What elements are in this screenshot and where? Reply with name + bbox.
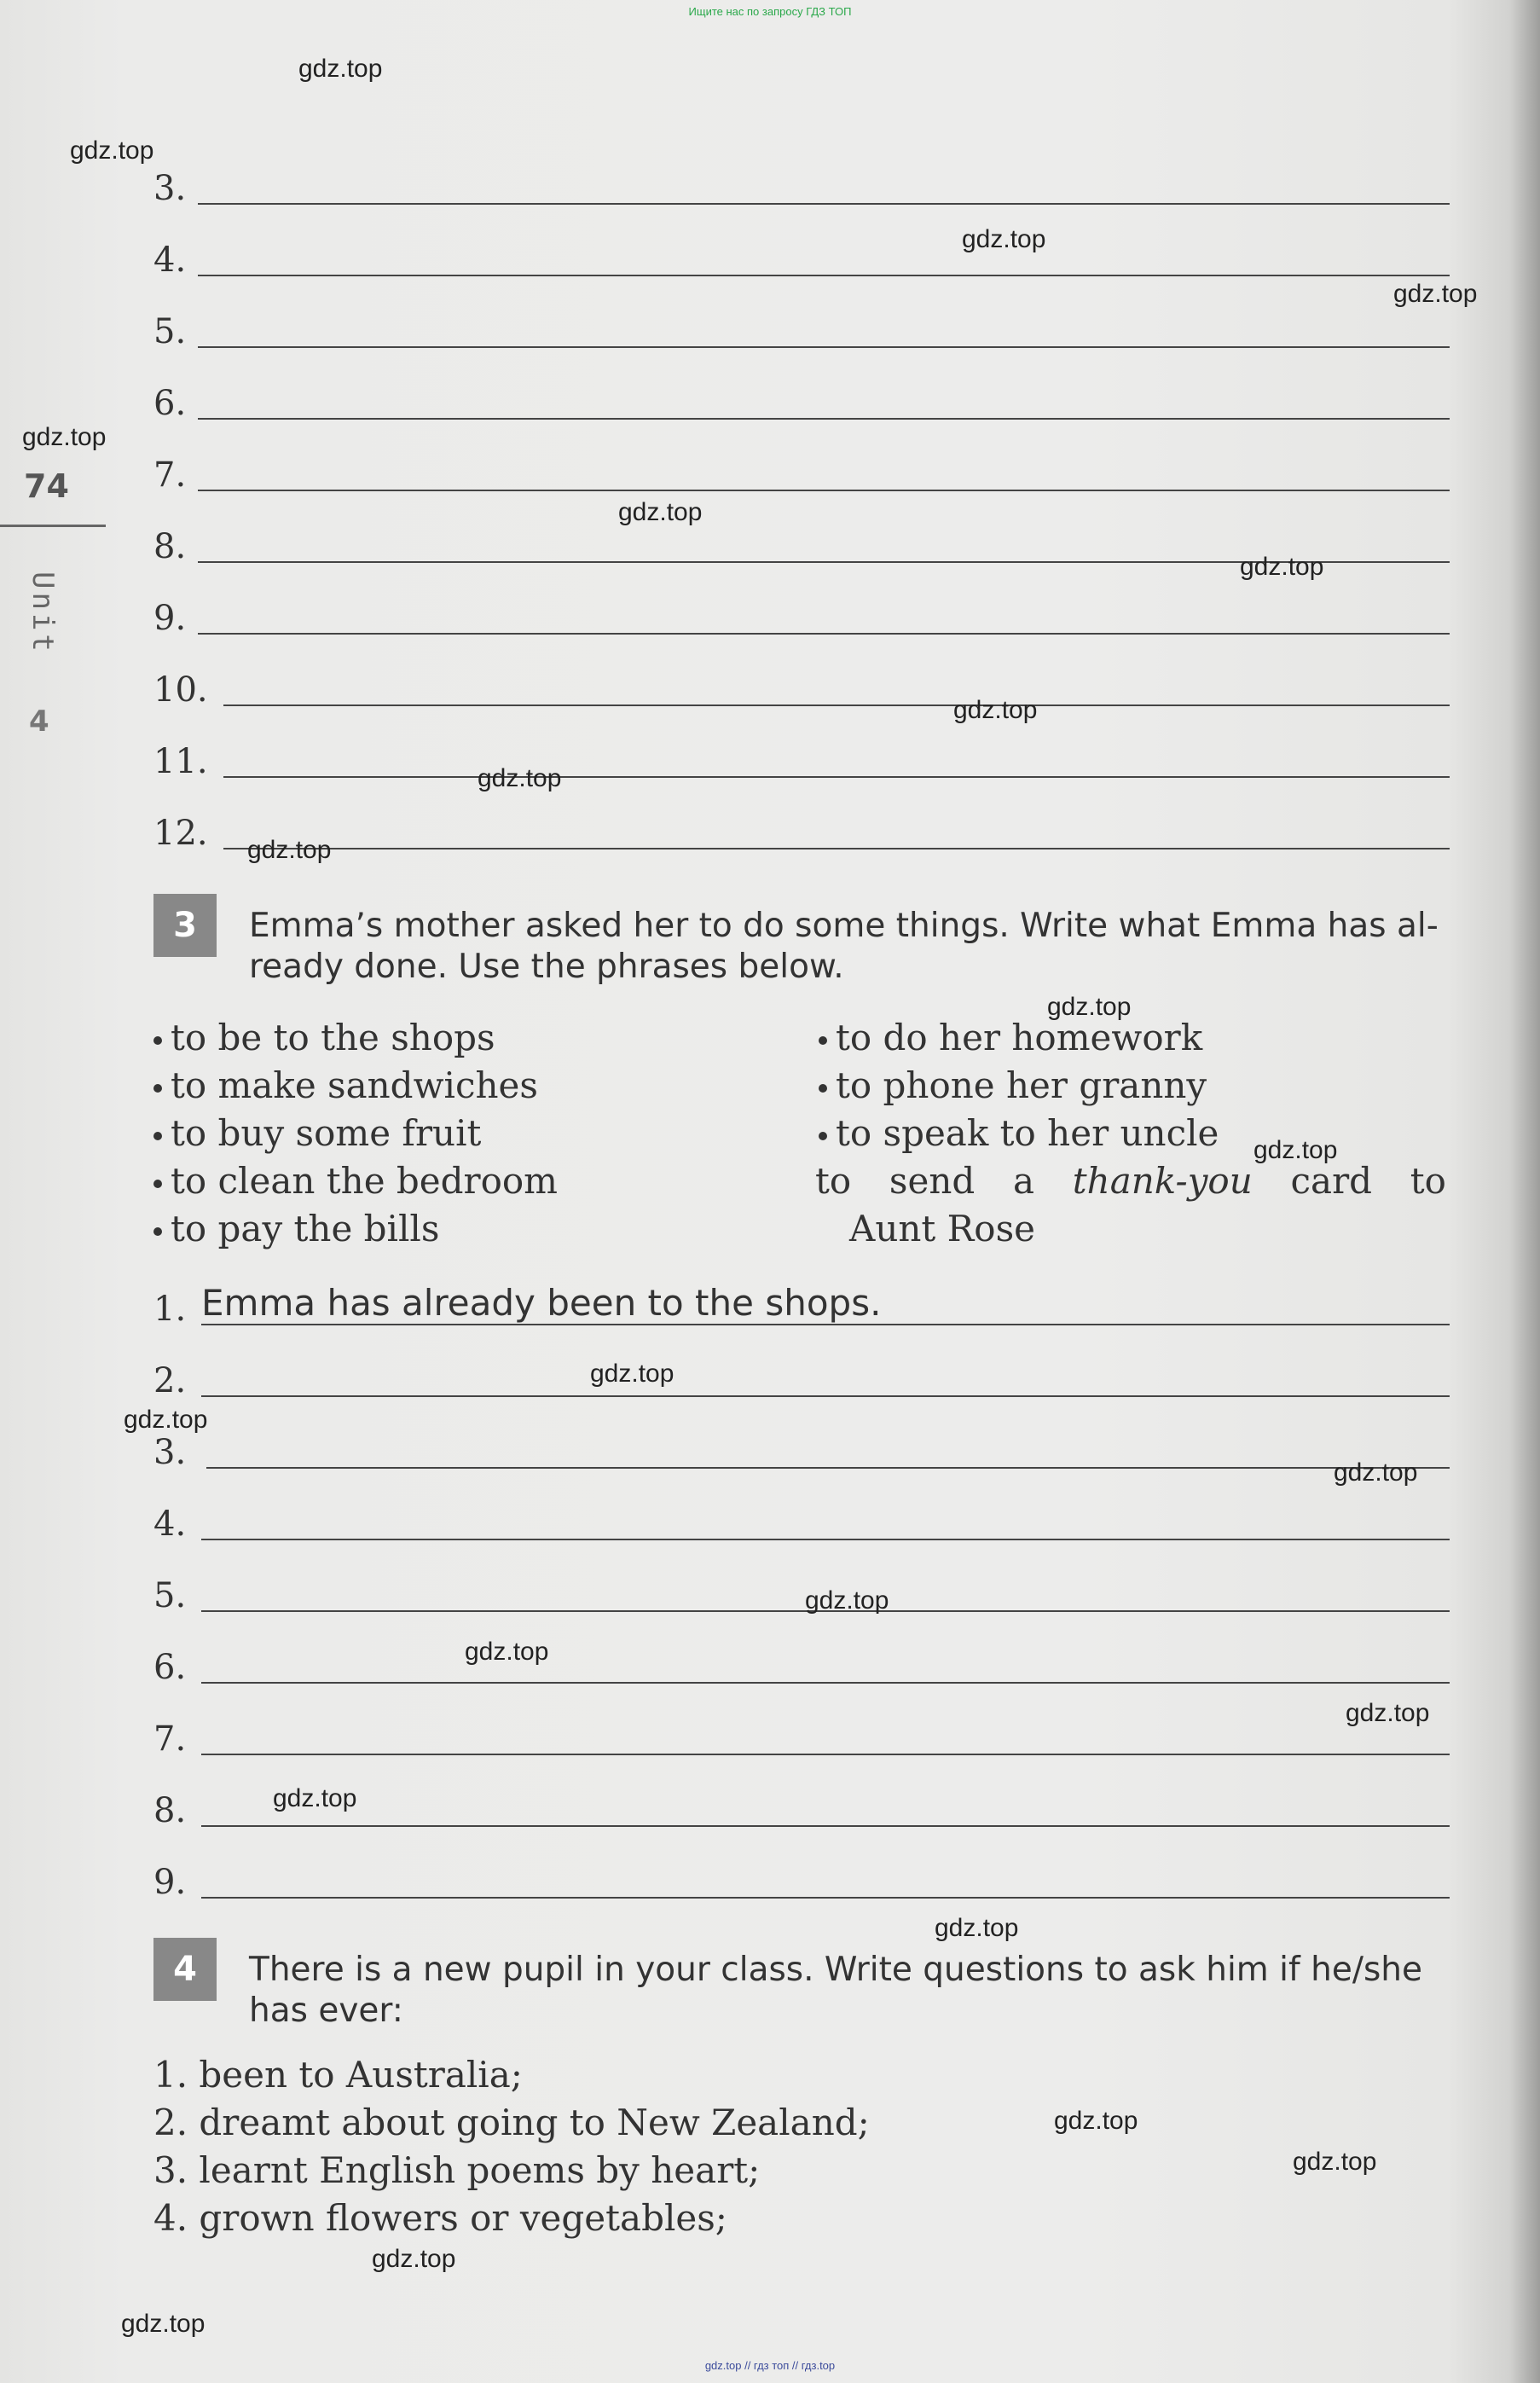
task-3-instruction	[249, 906, 1451, 988]
watermark[interactable]: gdz.top	[1054, 2107, 1138, 2135]
line-number: 6.	[153, 1648, 187, 1687]
watermark[interactable]: gdz.top	[1393, 280, 1478, 308]
line-number: 3.	[153, 169, 187, 208]
writing-line	[223, 848, 1450, 849]
phrase-item	[819, 1017, 1202, 1058]
watermark[interactable]: gdz.top	[465, 1638, 549, 1666]
line-number: 7.	[153, 455, 187, 495]
watermark[interactable]: gdz.top	[1334, 1458, 1418, 1487]
task-4-badge: 4	[153, 1938, 217, 2001]
answer-line[interactable]	[153, 812, 1450, 856]
writing-line	[206, 1467, 1450, 1469]
line-number: 11.	[153, 742, 208, 781]
answer-line[interactable]	[153, 1861, 1450, 1905]
watermark[interactable]: gdz.top	[478, 764, 562, 792]
phrase-item	[153, 1160, 558, 1202]
watermark[interactable]: gdz.top	[1346, 1699, 1430, 1727]
line-number: 4.	[153, 1505, 187, 1544]
watermark[interactable]: gdz.top	[247, 836, 332, 864]
line-number: 2.	[153, 1361, 187, 1400]
bullet-icon	[819, 1132, 827, 1140]
writing-line	[201, 1897, 1450, 1899]
line-number: 4.	[153, 241, 187, 280]
bottom-banner: gdz.top // гдз топ // гдз.top	[704, 2359, 836, 2372]
answer-line[interactable]	[153, 1431, 1450, 1476]
watermark[interactable]: gdz.top	[1240, 553, 1324, 581]
answer-line[interactable]	[153, 1574, 1450, 1619]
bullet-icon	[153, 1227, 162, 1236]
writing-line	[201, 1682, 1450, 1684]
line-number: 1.	[153, 1290, 187, 1329]
phrase-item	[819, 1112, 1219, 1154]
writing-line	[201, 1825, 1450, 1827]
watermark[interactable]: gdz.top	[124, 1406, 208, 1434]
watermark[interactable]: gdz.top	[1253, 1136, 1338, 1164]
phrase-item	[153, 1017, 495, 1058]
answer-line[interactable]	[153, 310, 1450, 355]
writing-line	[198, 490, 1450, 491]
phrase-text: to speak to her uncle	[836, 1112, 1219, 1154]
bullet-icon	[153, 1180, 162, 1188]
line-number: 8.	[153, 527, 187, 566]
answer-line[interactable]	[153, 1360, 1450, 1404]
answer-line[interactable]	[153, 1282, 1450, 1332]
line-number: 3.	[153, 1433, 187, 1472]
line-number: 10.	[153, 670, 208, 710]
question-item: 4. grown flowers or vegetables;	[153, 2197, 727, 2239]
question-item: 1. been to Australia;	[153, 2054, 523, 2096]
writing-line	[198, 203, 1450, 205]
handwritten-answer: Emma has already been to the shops.	[201, 1282, 882, 1324]
phrase-continuation: Aunt Rose	[849, 1208, 1035, 1249]
margin-rule	[0, 525, 106, 527]
watermark[interactable]: gdz.top	[121, 2310, 206, 2338]
phrase-word: a	[1013, 1160, 1035, 1202]
bullet-icon	[153, 1084, 162, 1093]
bullet-icon	[153, 1036, 162, 1045]
phrase-text: to phone her granny	[836, 1064, 1207, 1106]
writing-line	[201, 1324, 1450, 1325]
writing-line	[223, 776, 1450, 778]
bullet-icon	[819, 1084, 827, 1093]
phrase-text: to clean the bedroom	[171, 1160, 559, 1202]
phrase-text: to be to the shops	[171, 1017, 495, 1058]
watermark[interactable]: gdz.top	[372, 2245, 456, 2273]
question-item: 2. dreamt about going to New Zealand;	[153, 2102, 870, 2143]
line-number: 5.	[153, 312, 187, 351]
line-number: 9.	[153, 599, 187, 638]
watermark[interactable]: gdz.top	[298, 55, 383, 83]
watermark[interactable]: gdz.top	[805, 1586, 889, 1615]
phrase-item-send-card	[815, 1160, 1446, 1202]
writing-line	[201, 1539, 1450, 1540]
phrase-text: to make sandwiches	[171, 1064, 538, 1106]
phrase-word-italic: thank-you	[1072, 1160, 1253, 1202]
task-3-instruction-line2: ready done. Use the phrases below.	[249, 948, 844, 986]
line-number: 12.	[153, 814, 208, 853]
watermark[interactable]: gdz.top	[590, 1360, 674, 1388]
unit-label: Unit	[26, 571, 60, 655]
answer-line[interactable]	[153, 597, 1450, 641]
phrase-text: to pay the bills	[171, 1208, 440, 1249]
answer-line[interactable]	[153, 1503, 1450, 1547]
line-number: 9.	[153, 1863, 187, 1902]
phrase-text: to do her homework	[836, 1017, 1203, 1058]
watermark[interactable]: gdz.top	[70, 136, 154, 165]
writing-line	[223, 704, 1450, 706]
watermark[interactable]: gdz.top	[618, 498, 703, 526]
task-4-instruction	[249, 1950, 1451, 2032]
question-item: 3. learnt English poems by heart;	[153, 2149, 761, 2191]
bullet-icon	[153, 1132, 162, 1140]
task-4-instruction-line1: There is a new pupil in your class. Write questions to ask him if he/she	[249, 1951, 1423, 1989]
top-banner: Ищите нас по запросу ГДЗ ТОП	[688, 5, 852, 18]
watermark[interactable]: gdz.top	[1293, 2148, 1377, 2176]
task-3-badge: 3	[153, 894, 217, 957]
answer-line[interactable]	[153, 454, 1450, 498]
phrase-word: to	[815, 1160, 852, 1202]
writing-line	[198, 633, 1450, 635]
page-number: 74	[24, 467, 69, 505]
line-number: 6.	[153, 384, 187, 423]
phrase-text: to buy some fruit	[171, 1112, 482, 1154]
answer-line[interactable]	[153, 1646, 1450, 1690]
answer-line[interactable]	[153, 239, 1450, 283]
watermark[interactable]: gdz.top	[273, 1784, 357, 1812]
writing-line	[201, 1395, 1450, 1397]
answer-line[interactable]	[153, 167, 1450, 212]
watermark[interactable]: gdz.top	[962, 225, 1046, 253]
writing-line	[198, 275, 1450, 276]
phrase-word: to	[1410, 1160, 1446, 1202]
phrase-item	[153, 1112, 481, 1154]
writing-line	[198, 418, 1450, 420]
phrase-word: send	[889, 1160, 976, 1202]
answer-line[interactable]	[153, 740, 1450, 785]
phrase-item	[153, 1208, 439, 1249]
watermark[interactable]: gdz.top	[22, 423, 107, 451]
watermark[interactable]: gdz.top	[935, 1914, 1019, 1942]
phrase-word: card	[1290, 1160, 1373, 1202]
line-number: 7.	[153, 1719, 187, 1759]
answer-line[interactable]	[153, 669, 1450, 713]
line-number: 8.	[153, 1791, 187, 1830]
task-3-instruction-line1: Emma’s mother asked her to do some things. Write what Emma has al-	[249, 907, 1439, 945]
task-4-instruction-line2: has ever:	[249, 1992, 403, 2030]
unit-number: 4	[29, 704, 49, 739]
writing-line	[201, 1754, 1450, 1755]
phrase-item	[153, 1064, 538, 1106]
answer-line[interactable]	[153, 382, 1450, 426]
bullet-icon	[819, 1036, 827, 1045]
answer-line[interactable]	[153, 1718, 1450, 1762]
watermark[interactable]: gdz.top	[1047, 993, 1132, 1021]
watermark[interactable]: gdz.top	[953, 696, 1038, 724]
phrase-item	[819, 1064, 1207, 1106]
line-number: 5.	[153, 1576, 187, 1615]
writing-line	[198, 346, 1450, 348]
